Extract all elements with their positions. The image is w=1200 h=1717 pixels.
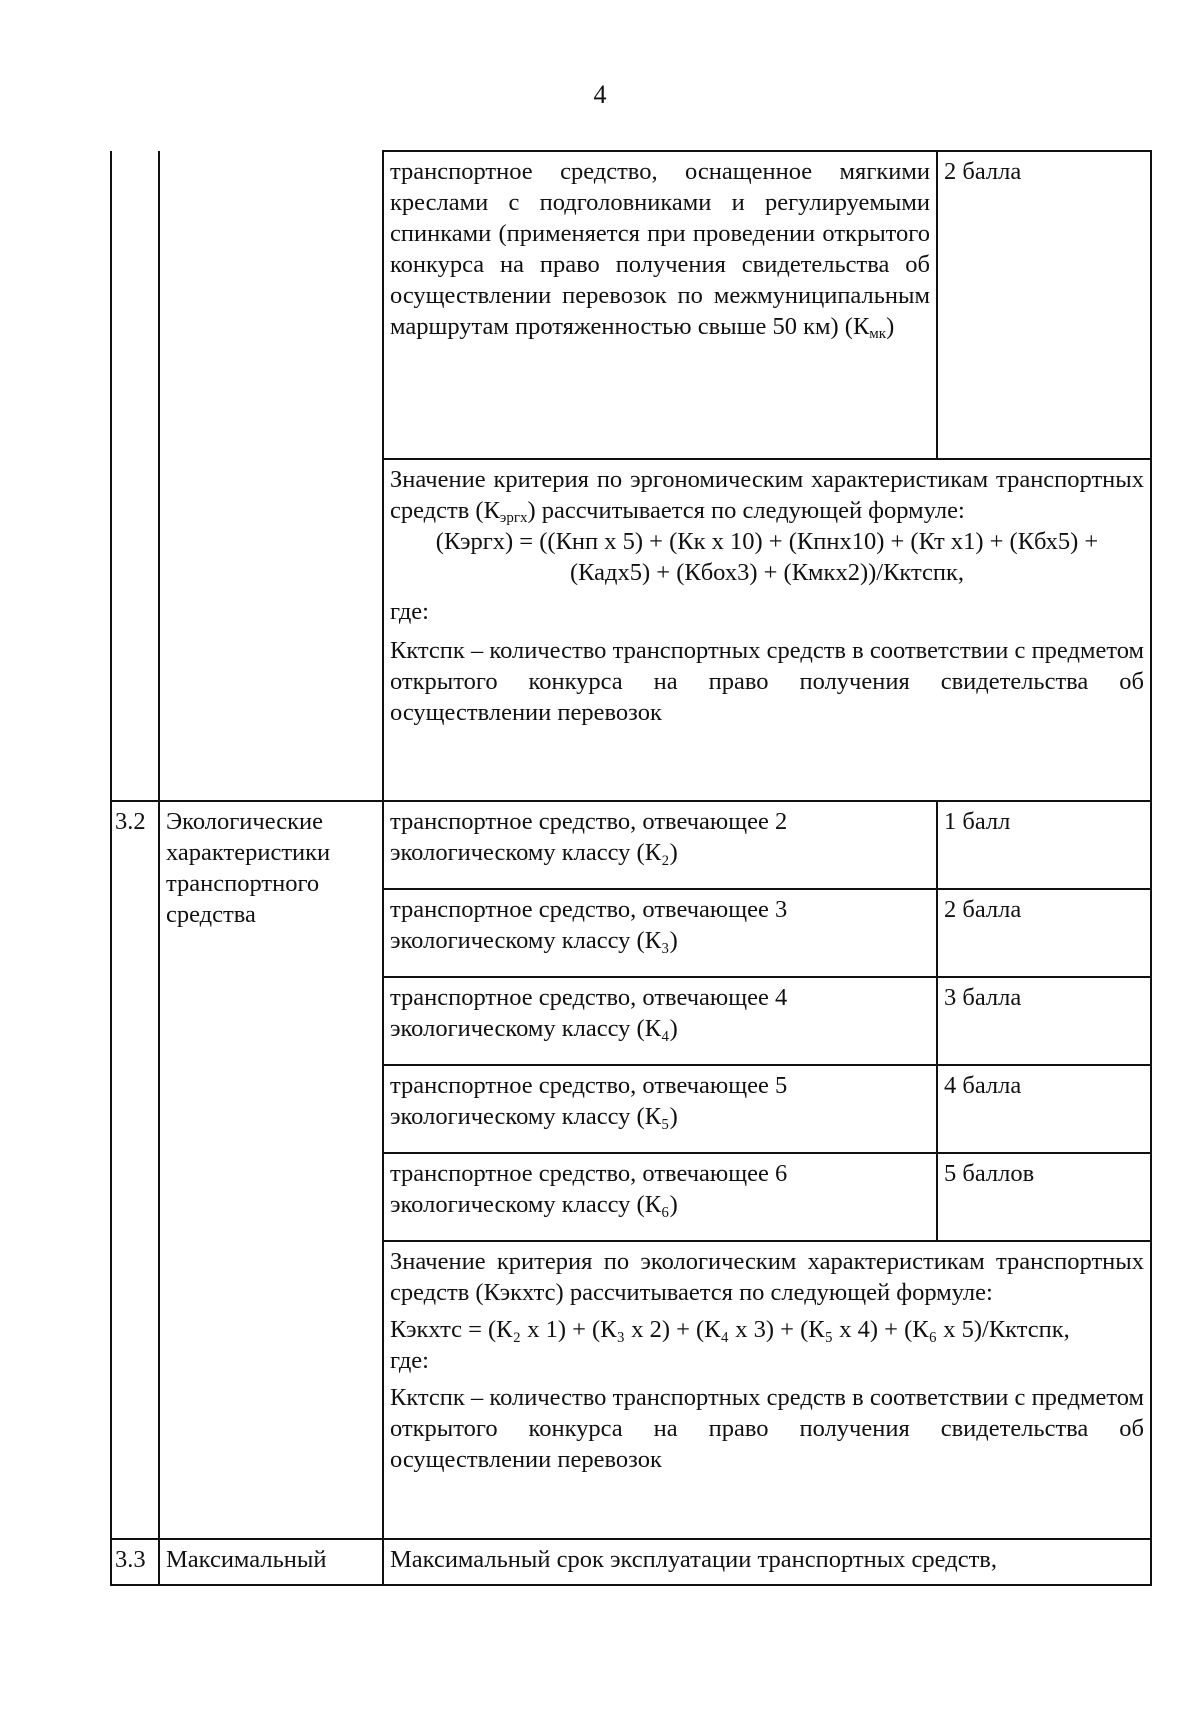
eco-item-score: 5 баллов	[937, 1153, 1151, 1241]
ergonomic-formula-where: где:	[390, 598, 429, 625]
eco-item-score: 1 балл	[937, 801, 1151, 889]
criterion-name-cell	[159, 151, 383, 801]
ergonomic-formula-intro: Значение критерия по эргономическим характеристикам транспортных средств $(К_{эргх})$ рассчитывается по следующей формуле:	[390, 466, 1144, 526]
eco-item-score: 2 балла	[937, 889, 1151, 977]
ergonomic-item-text: транспортное средство, оснащенное мягкими креслами с подголовниками и регулируемыми спинками (применяется при проведении открытого конкурса на право получения свидетельства об осуществлении перевозок по межмуниципальным маршрутам протяженностью свыше 50 км)	[390, 158, 930, 340]
section-name: Экологические характеристики транспортного средства	[159, 801, 383, 1539]
eco-formula: Кэкхтс = (К₂ х 1) + (К₃ х 2) + (К₄ х 3) + (К₅ х 4) + (К₆ х 5)/Кктспк,	[390, 1316, 1070, 1343]
ergonomic-formula-line1: (Кэргх) = ((Кнп х 5) + (Кк х 10) + (Кпнх10) + (Кт х1) + (Кбх5) +	[435, 528, 1099, 555]
eco-item-text: транспортное средство, отвечающее 2 экологическому классу (К₂)	[383, 801, 937, 889]
table-row	[111, 1539, 1151, 1585]
section-description: Максимальный срок эксплуатации транспортных средств,	[383, 1539, 1151, 1585]
ergonomic-item-score: 2 балла	[937, 151, 1151, 459]
eco-formula-cell	[383, 1241, 1151, 1539]
eco-item-score: 3 балла	[937, 977, 1151, 1065]
eco-item-score: 4 балла	[937, 1065, 1151, 1153]
eco-formula-definition: Кктспк – количество транспортных средств в соответствии с предметом открытого конкурса на право получения свидетельства об осуществлении перевозок	[390, 1384, 1144, 1473]
page-number: 4	[593, 80, 607, 109]
eco-formula-where: где:	[390, 1347, 429, 1374]
section-number: 3.2	[111, 801, 159, 1539]
eco-item-text: транспортное средство, отвечающее 6 экологическому классу (К₆)	[383, 1153, 937, 1241]
ergonomic-formula-line2: (Кадх5) + (Кбох3) + (Кмкх2))/Кктспк,	[569, 559, 965, 586]
eco-item-text: транспортное средство, отвечающее 3 экологическому классу (К₃)	[383, 889, 937, 977]
table-row	[111, 801, 1151, 889]
eco-formula-intro: Значение критерия по экологическим характеристикам транспортных средств (Кэкхтс) рассчитывается по следующей формуле:	[390, 1248, 1144, 1306]
section-number: 3.3	[111, 1539, 159, 1585]
eco-item-text: транспортное средство, отвечающее 4 экологическому классу (К₄)	[383, 977, 937, 1065]
ergonomic-formula-cell	[383, 459, 1151, 801]
table-row	[111, 151, 1151, 459]
eco-item-text: транспортное средство, отвечающее 5 экологическому классу (К₅)	[383, 1065, 937, 1153]
row-number-cell	[111, 151, 159, 801]
ergonomic-item-description: транспортное средство, оснащенное мягкими креслами с подголовниками и регулируемыми спинками (применяется при проведении открытого конкурса на право получения свидетельства об осуществлении перевозок по межмуниципальным маршрутам протяженностью свыше 50 км) $(К_{мк})$	[383, 151, 937, 459]
criteria-table	[110, 150, 1152, 1586]
ergonomic-formula-definition: Кктспк – количество транспортных средств в соответствии с предметом открытого конкурса на право получения свидетельства об осуществлении перевозок	[390, 637, 1144, 726]
section-name: Максимальный	[159, 1539, 383, 1585]
